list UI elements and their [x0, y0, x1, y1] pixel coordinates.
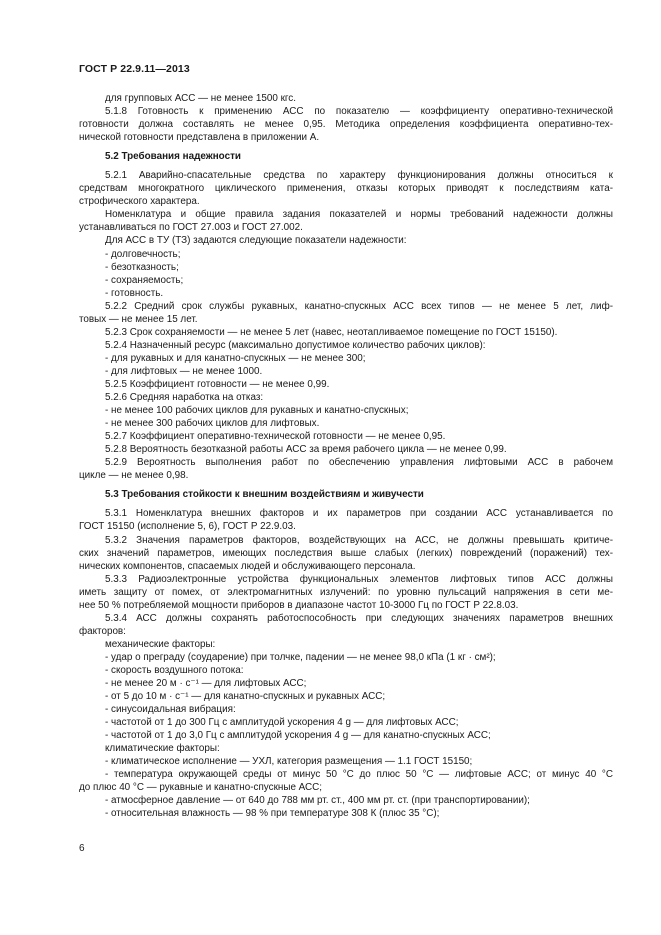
text-line: Номенклатура и общие правила задания показателей и нормы требований надежности должны — [105, 209, 613, 221]
text-line: нее 50 % потребляемой мощности приборов в диапазоне частот 10-3000 Гц по ГОСТ Р 22.8.03. — [79, 599, 519, 611]
text-line: строфического характера. — [79, 196, 200, 208]
text-line: 5.2.1 Аварийно-спасательные средства по характеру функционирования должны относиться к — [105, 170, 613, 182]
page-number: 6 — [79, 843, 85, 854]
text-line: до плюс 40 °С — рукавные и канатно-спускные АСС; — [79, 782, 323, 794]
text-line: - температура окружающей среды от минус 50 °С до плюс 50 °С — лифтовые АСС; от минус 40 °С — [105, 769, 613, 781]
text-line: - климатическое исполнение — УХЛ, категория размещения — 1.1 ГОСТ 15150; — [105, 756, 473, 768]
text-line: 5.2.4 Назначенный ресурс (максимально допустимое количество рабочих циклов): — [105, 339, 486, 351]
document-body — [79, 92, 613, 821]
text-line: - синусоидальная вибрация: — [105, 704, 236, 716]
text-line: 5.2.6 Средняя наработка на отказ: — [105, 392, 264, 404]
text-line: 5.2.7 Коэффициент оперативно-технической готовности — не менее 0,95. — [105, 431, 446, 443]
text-line: - не менее 20 м · с⁻¹ — для лифтовых АСС; — [105, 678, 307, 690]
text-line: 5.3.3 Радиоэлектронные устройства функциональных элементов лифтовых типов АСС должны — [105, 573, 613, 585]
text-line: - удар о преграду (соударение) при толчке, падении — не менее 98,0 кПа (1 кг · см²); — [105, 651, 496, 663]
text-line: климатические факторы: — [105, 743, 220, 755]
text-line: - для рукавных и для канатно-спускных — не менее 300; — [105, 352, 366, 364]
text-line: механические факторы: — [105, 638, 216, 650]
text-line: - безотказность; — [105, 261, 179, 273]
text-line: - готовность. — [105, 287, 164, 299]
text-line: нической готовности представлена в приложении А. — [79, 132, 320, 144]
text-line: нических компонентов, спасаемых людей и обслуживающего персонала. — [79, 560, 416, 572]
text-line: 5.2.9 Вероятность выполнения работ по обеспечению управления лифтовыми АСС в рабочем — [105, 457, 613, 469]
text-line: иметь защиту от помех, от электромагнитных излучений: по уровню пульсаций напряжения в сети ме- — [79, 586, 613, 598]
text-line: - не менее 100 рабочих циклов для рукавных и канатно-спускных; — [105, 405, 409, 417]
text-line: Для АСС в ТУ (ТЗ) задаются следующие показатели надежности: — [105, 235, 407, 247]
text-line: 5.2.3 Срок сохраняемости — не менее 5 лет (навес, неотапливаемое помещение по ГОСТ 15150). — [105, 326, 558, 338]
text-line: - относительная влажность — 98 % при температуре 308 К (плюс 35 °С); — [105, 808, 440, 820]
text-line: 5.1.8 Готовность к применению АСС по показателю — коэффициенту оперативно-технической — [105, 106, 613, 118]
text-line: 5.2.2 Средний срок службы рукавных, канатно-спускных АСС всех типов — не менее 5 лет, лиф- — [105, 300, 613, 312]
text-line: ГОСТ 15150 (исполнение 5, 6), ГОСТ Р 22.9.03. — [79, 521, 296, 533]
text-line: 5.3.2 Значения параметров факторов, воздействующих на АСС, не должны превышать критиче- — [105, 534, 613, 546]
text-line: устанавливаться по ГОСТ 27.003 и ГОСТ 27.002. — [79, 222, 303, 234]
text-line: готовности должна составлять не менее 0,95. Методика определения коэффициента оперативно-тех- — [79, 119, 613, 131]
text-line: ских значений параметров, имеющих последствия выше слабых (легких) повреждений (поражений) тех- — [79, 547, 613, 559]
text-line: - атмосферное давление — от 640 до 788 мм рт. ст., 400 мм рт. ст. (при транспортировании); — [105, 795, 530, 807]
text-line: - сохраняемость; — [105, 274, 184, 286]
text-line: цикле — не менее 0,98. — [79, 470, 189, 482]
text-line: товых — не менее 15 лет. — [79, 313, 198, 325]
text-line: - частотой от 1 до 300 Гц с амплитудой ускорения 4 g — для лифтовых АСС; — [105, 717, 459, 729]
text-line: - не менее 300 рабочих циклов для лифтовых. — [105, 418, 320, 430]
text-line: - частотой от 1 до 3,0 Гц с амплитудой ускорения 4 g — для канатно-спускных АСС; — [105, 730, 491, 742]
text-line: - долговечность; — [105, 248, 181, 260]
document-header: ГОСТ Р 22.9.11—2013 — [79, 63, 190, 75]
section-heading: 5.3 Требования стойкости к внешним воздействиям и живучести — [105, 489, 424, 501]
text-line: факторов: — [79, 625, 126, 637]
text-line: 5.2.5 Коэффициент готовности — не менее 0,99. — [105, 378, 330, 390]
section-heading: 5.2 Требования надежности — [105, 151, 241, 163]
text-line: 5.3.1 Номенклатура внешних факторов и их параметров при создании АСС устанавливается по — [105, 508, 613, 520]
text-line: 5.2.8 Вероятность безотказной работы АСС за время рабочего цикла — не менее 0,99. — [105, 444, 507, 456]
text-line: средствам многократного циклического применения, отказы которых приводят к последствиям ката- — [79, 183, 613, 195]
text-line: 5.3.4 АСС должны сохранять работоспособность при следующих значениях параметров внешних — [105, 612, 613, 624]
text-line: - для лифтовых — не менее 1000. — [105, 365, 263, 377]
text-line: - скорость воздушного потока: — [105, 664, 244, 676]
text-line: - от 5 до 10 м · с⁻¹ — для канатно-спускных и рукавных АСС; — [105, 691, 386, 703]
text-line: для групповых АСС — не менее 1500 кгс. — [105, 93, 296, 104]
